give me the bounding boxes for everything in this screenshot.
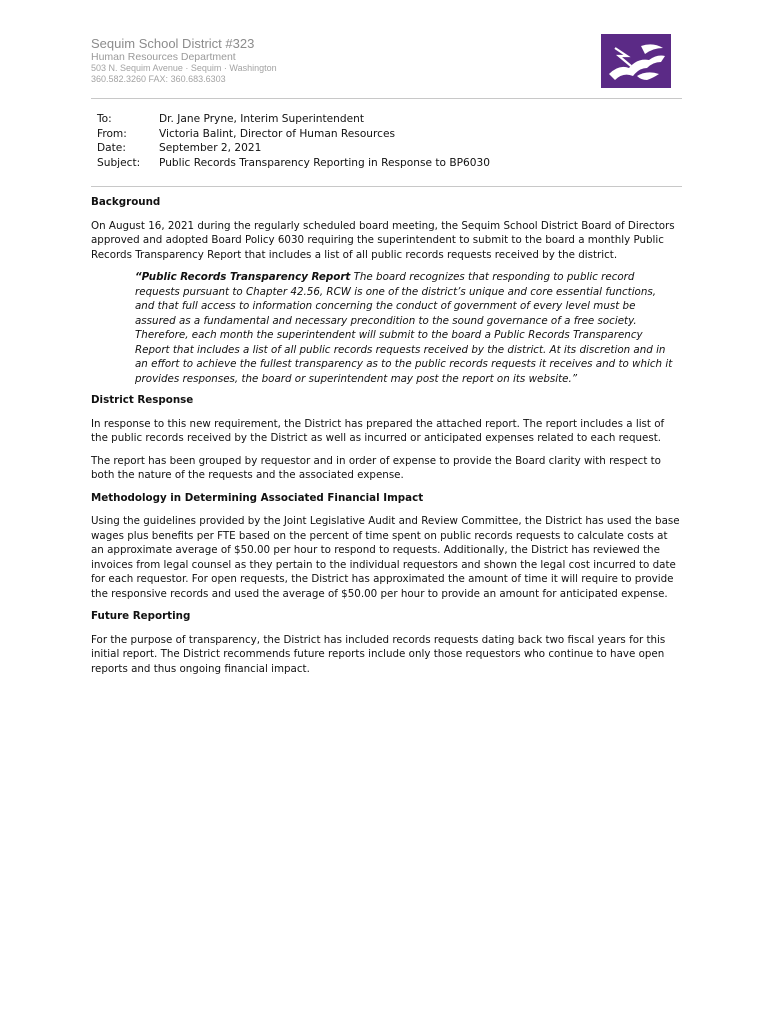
policy-quote-body: The board recognizes that responding to public record requests pursuant to Chapter 42.56, RCW is one of the district’s unique and core essential functions, and that full access to information concerning the conduct of government of every level must be assured as a fundamental and necessary precondition to the sound governance of a free society. Therefore, each month the superintendent will submit to the board a Public Records Transparency Report that includes a list of all public records requests received by the district. At its discretion and in an effort to achieve the fullest transparency as to the public records requests it receives and to which it provides responses, the board or superintendent may post the report on its website.” <box>135 271 673 385</box>
letterhead <box>91 36 277 85</box>
memo-from-label: From: <box>97 127 127 140</box>
memo-body <box>91 195 682 684</box>
memo-header <box>97 112 490 170</box>
district-response-paragraph-2: The report has been grouped by requestor and in order of expense to provide the Board clarity with respect to both the nature of the requests and the associated expense. <box>91 454 661 481</box>
district-name: Sequim School District #323 <box>91 36 255 51</box>
memo-divider <box>91 186 682 187</box>
header-divider <box>91 98 682 99</box>
memo-subject-row <box>97 156 490 171</box>
memo-subject-value: Public Records Transparency Reporting in Response to BP6030 <box>159 156 490 169</box>
memo-from-row <box>97 127 490 142</box>
methodology-paragraph: Using the guidelines provided by the Joint Legislative Audit and Review Committee, the District has used the base wages plus benefits per FTE based on the percent of time spent on public records requests to calculate costs at an approximate average of $50.00 per hour to respond to requests. Additionally, the District has reviewed the invoices from legal counsel as they pertain to the individual requestors and shown the legal cost incurred to date for each requestor. For open requests, the District has approximated the amount of time it will require to provide the responsive records and used the average of $50.00 per hour to provide an amount for anticipated expense. <box>91 515 680 600</box>
district-address: 503 N. Sequim Avenue · Sequim · Washington <box>91 63 277 73</box>
methodology-heading: Methodology in Determining Associated Financial Impact <box>91 491 424 504</box>
background-paragraph: On August 16, 2021 during the regularly scheduled board meeting, the Sequim School District Board of Directors approved and adopted Board Policy 6030 requiring the superintendent to submit to the board a monthly Public Records Transparency Report that includes a list of all public records requests received by the district. <box>91 219 675 261</box>
district-phone: 360.582.3260 FAX: 360.683.6303 <box>91 74 226 84</box>
district-logo-icon <box>601 34 671 88</box>
memo-to-row <box>97 112 490 127</box>
memo-subject-label: Subject: <box>97 156 141 169</box>
district-response-heading: District Response <box>91 394 194 406</box>
memo-to-label: To: <box>97 113 112 125</box>
future-reporting-heading: Future Reporting <box>91 610 191 622</box>
background-heading: Background <box>91 196 161 208</box>
policy-quote-title: “Public Records Transparency Report <box>135 271 351 283</box>
department-name: Human Resources Department <box>91 51 236 63</box>
memo-to-value: Dr. Jane Pryne, Interim Superintendent <box>159 113 364 125</box>
policy-quote <box>135 270 675 386</box>
future-reporting-paragraph: For the purpose of transparency, the District has included records requests dating back two fiscal years for this initial report. The District recommends future reports include only those requestors who continue to have open reports and thus ongoing financial impact. <box>91 633 666 675</box>
memo-date-label: Date: <box>97 142 126 154</box>
district-response-paragraph-1: In response to this new requirement, the District has prepared the attached report. The report includes a list of the public records received by the District as well as incurred or anticipated expenses related to each request. <box>91 417 665 444</box>
memo-date-value: September 2, 2021 <box>159 142 262 154</box>
memo-date-row <box>97 141 490 156</box>
memo-from-value: Victoria Balint, Director of Human Resources <box>159 127 395 140</box>
